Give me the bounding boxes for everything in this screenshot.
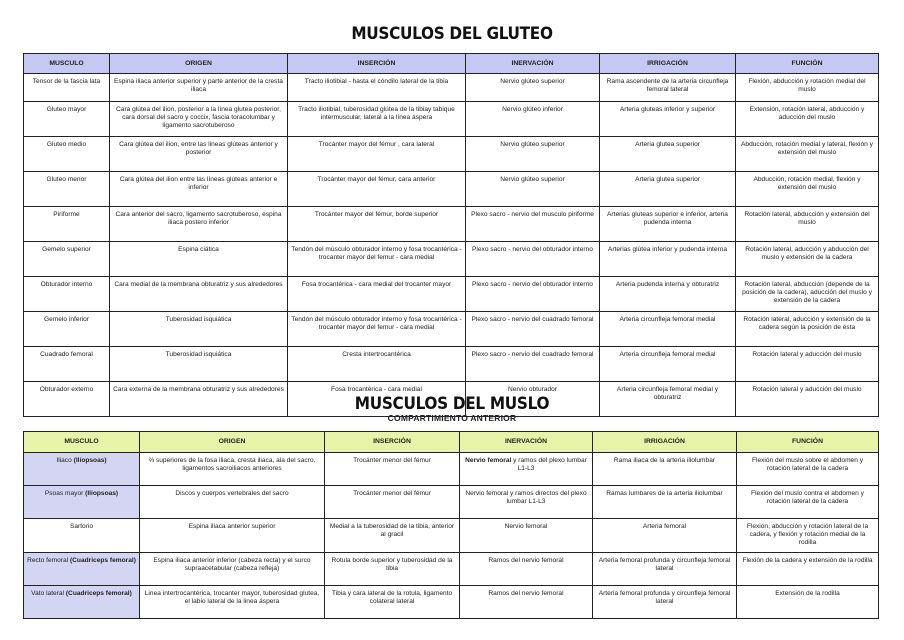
muscle-group: (Cuadriceps femoral) bbox=[69, 557, 136, 564]
header-musculo: MUSCULO bbox=[24, 54, 110, 74]
gluteo-title: MUSCULOS DEL GLUTEO bbox=[351, 24, 553, 44]
cell-origen: Cara medial de la membrana obturatriz y sus alrededores bbox=[110, 277, 288, 312]
cell-irrigacion: Arterias gluteas superior e inferior, arteria pudenda interna bbox=[600, 207, 736, 242]
muscle-name: Iliaco bbox=[56, 457, 72, 464]
cell-funcion: Rotación lateral y aducción del muslo bbox=[736, 347, 879, 382]
cell-funcion: Flexión del muslo sobre el abdomen y rotación lateral de la cadera bbox=[737, 453, 879, 486]
cell-origen: Cara glútea del ilion entre las líneas glúteas anterior e inferior bbox=[110, 172, 288, 207]
cell-irrigacion: Arteria femoral bbox=[593, 519, 737, 553]
cell-irrigacion: Arteria circunfleja femoral medial y obturatriz bbox=[600, 382, 736, 417]
table-row bbox=[24, 586, 879, 619]
header-inervacion: INERVACIÓN bbox=[466, 54, 600, 74]
muslo-title: MUSCULOS DEL MUSLO bbox=[354, 394, 550, 414]
cell-funcion: Rotación lateral, aducción y extensión de la cadera según la posición de ésta bbox=[736, 312, 879, 347]
table-row bbox=[24, 453, 879, 486]
cell-inervacion: Nervio glúteo superior bbox=[466, 137, 600, 172]
cell-musculo bbox=[24, 586, 140, 619]
cell-origen: Cara glútea del ilion, posterior a la línea glutea posterior, cara dorsal del sacro y coccix, fascia toracolumbar y ligamento sacrotuberoso bbox=[110, 102, 288, 137]
muscle-name: Psoas mayor bbox=[44, 490, 86, 497]
cell-insercion: Trocánter mayor del fémur , cara lateral bbox=[288, 137, 466, 172]
cell-origen: Tuberosidad isquiática bbox=[110, 347, 288, 382]
cell-origen: Linea intertrocantérica, trocanter mayor, tuberosidad glutea, el labio lateral de la linea áspera bbox=[140, 586, 325, 619]
cell-origen: Discos y cuerpos vertebrales del sacro bbox=[140, 486, 325, 519]
cell-irrigacion: Arteria circunfleja femoral medial bbox=[600, 347, 736, 382]
table-row bbox=[24, 486, 879, 519]
cell-musculo: Obturador interno bbox=[24, 277, 110, 312]
cell-irrigacion: Arteria femoral profunda y circunfleja femoral lateral bbox=[593, 586, 737, 619]
muscle-group: (Iliopsoas) bbox=[73, 457, 107, 464]
cell-inervacion: Nervio glúteo superior bbox=[466, 172, 600, 207]
cell-musculo: Obturador externo bbox=[24, 382, 110, 417]
cell-irrigacion: Arteria glutea superior bbox=[600, 172, 736, 207]
cell-insercion: Trocánter mayor del fémur, cara anterior bbox=[288, 172, 466, 207]
cell-musculo: Gluteo menor bbox=[24, 172, 110, 207]
cell-origen: Espina iliaca anterior inferior (cabeza recta) y el surco supraacetabular (cabeza refleja) bbox=[140, 553, 325, 586]
muslo-header-row bbox=[24, 432, 879, 453]
cell-insercion: Fosa trocantérica - cara medial bbox=[288, 382, 466, 417]
cell-irrigacion: Arteria glutea superior bbox=[600, 137, 736, 172]
header-irrigacion: IRRIGACIÓN bbox=[600, 54, 736, 74]
header-insercion: INSERCIÓN bbox=[288, 54, 466, 74]
cell-insercion: Rotula borde superior y tuberosidad de la tibia bbox=[325, 553, 460, 586]
cell-irrigacion: Rama ascendente de la arteria circunfleja femoral lateral bbox=[600, 74, 736, 102]
cell-insercion: Tendón del músculo obturador interno y fosa trocantérica - trocanter mayor del femur - cara medial bbox=[288, 242, 466, 277]
cell-inervacion: Ramos del nervio femoral bbox=[460, 586, 593, 619]
cell-musculo: Gemelo superior bbox=[24, 242, 110, 277]
cell-funcion: Flexión de la cadera y extensión de la rodilla bbox=[737, 553, 879, 586]
header-inervacion: INERVACIÓN bbox=[460, 432, 593, 453]
cell-origen: Tuberosidad isquiática bbox=[110, 312, 288, 347]
muscle-name: Vato lateral bbox=[31, 590, 66, 597]
cell-insercion: Tracto iliotibial, tuberosidad glútea de la tibiay tabique intermuscular, lateral a la línea áspera bbox=[288, 102, 466, 137]
cell-origen: Cara glútea del ilion, entre las lineas glúteas anterior y posterior bbox=[110, 137, 288, 172]
cell-origen: Cara externa de la membrana obturatriz y sus alrededores bbox=[110, 382, 288, 417]
header-origen: ORIGEN bbox=[110, 54, 288, 74]
cell-origen: Espina iliaca anterior superior bbox=[140, 519, 325, 553]
cell-inervacion: Nervio obturador bbox=[466, 382, 600, 417]
table-row bbox=[24, 74, 879, 102]
cell-origen: Cara anterior del sacro, ligamento sacrotuberoso, espina iliaca postero inferior bbox=[110, 207, 288, 242]
table-row bbox=[24, 519, 879, 553]
table-row bbox=[24, 277, 879, 312]
header-musculo: MUSCULO bbox=[24, 432, 140, 453]
cell-musculo: Cuadrado femoral bbox=[24, 347, 110, 382]
cell-inervacion: Nervio femoral bbox=[460, 519, 593, 553]
cell-insercion: Trocánter menor del fémur bbox=[325, 453, 460, 486]
table-row bbox=[24, 207, 879, 242]
cell-musculo bbox=[24, 553, 140, 586]
cell-inervacion: Plexo sacro - nervio del musculo piriforme bbox=[466, 207, 600, 242]
cell-irrigacion: Ramas lumbares de la arteria iliolumbar bbox=[593, 486, 737, 519]
nerve-name: Nervio femoral bbox=[465, 457, 512, 464]
cell-musculo: Sartorio bbox=[24, 519, 140, 553]
cell-inervacion: Plexo sacro - nervio del obturador interno bbox=[466, 277, 600, 312]
header-funcion: FUNCIÓN bbox=[737, 432, 879, 453]
header-irrigacion: IRRIGACIÓN bbox=[593, 432, 737, 453]
cell-inervacion: Nervio glúteo inferior bbox=[466, 102, 600, 137]
muscle-group: (Iliopsoas) bbox=[85, 490, 119, 497]
cell-funcion: Rotación lateral, abducción (depende de la posición de la cadera), aducción del muslo y extensión de la cadera bbox=[736, 277, 879, 312]
cell-inervacion: Ramos del nervio femoral bbox=[460, 553, 593, 586]
cell-funcion: Rotación lateral, abducción y extensión del muslo bbox=[736, 207, 879, 242]
table-row bbox=[24, 137, 879, 172]
nerve-detail: y ramos del plexo lumbar L1-L3 bbox=[511, 457, 587, 472]
cell-musculo: Gluteo medio bbox=[24, 137, 110, 172]
muslo-subtitle: COMPARTIMIENTO ANTERIOR bbox=[387, 413, 517, 423]
cell-insercion: Tendón del músculo obturador interno y fosa trocantérica - trocanter mayor del femur - cara medial bbox=[288, 312, 466, 347]
cell-musculo bbox=[24, 453, 140, 486]
cell-funcion: Extensión de la rodilla bbox=[737, 586, 879, 619]
cell-origen: ⅔ superiores de la fosa iliaca, cresta iliaca, ala del sacro, ligamentos sacroiliacos anteriores bbox=[140, 453, 325, 486]
cell-musculo bbox=[24, 486, 140, 519]
cell-funcion: Flexión, abducción y rotación medial del muslo bbox=[736, 74, 879, 102]
header-funcion: FUNCIÓN bbox=[736, 54, 879, 74]
cell-inervacion bbox=[460, 453, 593, 486]
cell-funcion: Flexión, abducción y rotación lateral de la cadera, y flexión y rotación medial de la rodilla bbox=[737, 519, 879, 553]
cell-inervacion: Plexo sacro - nervio del obturador interno bbox=[466, 242, 600, 277]
cell-inervacion: Nervio glúteo superior bbox=[466, 74, 600, 102]
cell-funcion: Flexión del muslo contra el abdomen y rotación lateral de la cadera bbox=[737, 486, 879, 519]
header-insercion: INSERCIÓN bbox=[325, 432, 460, 453]
cell-irrigacion: Arterias glútea inferior y pudenda interna bbox=[600, 242, 736, 277]
table-row bbox=[24, 102, 879, 137]
cell-funcion: Rotación lateral, aducción y abducción del muslo y extensión de la cadera bbox=[736, 242, 879, 277]
cell-insercion: Cresta intertrocantérica bbox=[288, 347, 466, 382]
cell-irrigacion: Arteria femoral profunda y circunfleja femoral lateral bbox=[593, 553, 737, 586]
cell-funcion: Abducción, rotación medial y lateral, flexión y extensión del muslo bbox=[736, 137, 879, 172]
cell-funcion: Extensión, rotación lateral, abducción y aducción del muslo bbox=[736, 102, 879, 137]
gluteo-header-row bbox=[24, 54, 879, 74]
cell-funcion: Rotación lateral y aducción del muslo bbox=[736, 382, 879, 417]
cell-inervacion: Plexo sacro - nervio del cuadrado femoral bbox=[466, 347, 600, 382]
table-row bbox=[24, 172, 879, 207]
cell-musculo: Piriforme bbox=[24, 207, 110, 242]
cell-insercion: Tracto iliotibial - hasta el cóndilo lateral de la tibia bbox=[288, 74, 466, 102]
cell-irrigacion: Arteria gluteas inferior y superior bbox=[600, 102, 736, 137]
cell-insercion: Tibia y cara lateral de la rotula, ligamento colateral lateral bbox=[325, 586, 460, 619]
cell-musculo: Gemelo inferior bbox=[24, 312, 110, 347]
cell-insercion: Trocánter mayor del fémur, borde superior bbox=[288, 207, 466, 242]
cell-inervacion: Plexo sacro - nervio del cuadrado femoral bbox=[466, 312, 600, 347]
muslo-table bbox=[23, 431, 879, 619]
cell-irrigacion: Rama iliaca de la arteria iliolumbar bbox=[593, 453, 737, 486]
cell-irrigacion: Arteria circunfleja femoral medial bbox=[600, 312, 736, 347]
cell-insercion: Medial a la tuberosidad de la tibia, anterior al gracil bbox=[325, 519, 460, 553]
table-row bbox=[24, 242, 879, 277]
cell-funcion: Abducción, rotación medial, flexión y extensión del muslo bbox=[736, 172, 879, 207]
cell-inervacion: Nervio femoral y ramos directos del plexo lumbar L1-L3 bbox=[460, 486, 593, 519]
table-row bbox=[24, 312, 879, 347]
gluteo-table bbox=[23, 53, 879, 417]
table-row bbox=[24, 347, 879, 382]
cell-origen: Espina iliaca anterior superior y parte anterior de la cresta iliaca bbox=[110, 74, 288, 102]
muscle-group: (Cuadriceps femoral) bbox=[65, 590, 132, 597]
cell-musculo: Gluteo mayor bbox=[24, 102, 110, 137]
cell-irrigacion: Arteria pudenda interna y obturatriz bbox=[600, 277, 736, 312]
header-origen: ORIGEN bbox=[140, 432, 325, 453]
cell-origen: Espina ciática bbox=[110, 242, 288, 277]
cell-insercion: Trocánter menor del fémur bbox=[325, 486, 460, 519]
cell-musculo: Tensor de la fascia lata bbox=[24, 74, 110, 102]
table-row bbox=[24, 553, 879, 586]
cell-insercion: Fosa trocantérica - cara medial del trocanter mayor bbox=[288, 277, 466, 312]
muscle-name: Recto femoral bbox=[27, 557, 70, 564]
